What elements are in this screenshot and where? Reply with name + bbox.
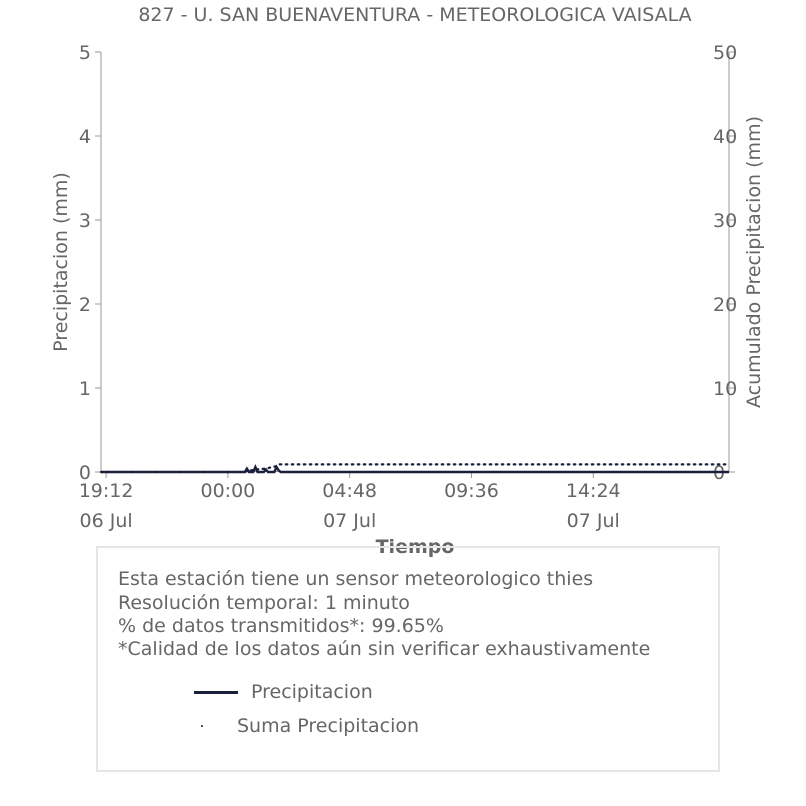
info-quality-line: *Calidad de los datos aún sin verificar exhaustivamente (118, 638, 651, 660)
legend-label-precipitacion: Precipitacion (251, 681, 373, 703)
y-tick-label: 0 (78, 462, 91, 484)
y-tick-label: 2 (78, 294, 91, 316)
y-axis-label: Precipitacion (mm) (50, 172, 72, 352)
series-line-precipitacion (101, 467, 729, 472)
x-tick-label: 19:12 (78, 480, 134, 502)
x-tick-date-label: 07 Jul (323, 510, 377, 532)
info-sensor-line: Esta estación tiene un sensor meteorologico thies (118, 568, 594, 590)
chart-marks (79, 42, 737, 532)
x-tick-label: 00:00 (200, 480, 256, 502)
x-tick-label: 09:36 (444, 480, 499, 502)
x-tick-date-label: 07 Jul (566, 510, 620, 532)
y2-tick-label: 50 (713, 42, 738, 64)
y2-tick-label: 0 (713, 462, 726, 484)
legend-dot-swatch (201, 725, 203, 727)
x-tick-label: 14:24 (565, 480, 621, 502)
y2-tick-label: 30 (713, 210, 738, 232)
x-tick-date-label: 06 Jul (79, 510, 133, 532)
legend-line-swatch (194, 691, 238, 694)
y2-tick-label: 20 (713, 294, 738, 316)
y2-axis-label: Acumulado Precipitacion (mm) (743, 116, 765, 408)
legend-label-suma-precipitacion: Suma Precipitacion (237, 715, 420, 737)
chart-title: 827 - U. SAN BUENAVENTURA - METEOROLOGICA VAISALA (138, 4, 692, 26)
info-resolution-line: Resolución temporal: 1 minuto (118, 592, 410, 614)
y-tick-label: 1 (78, 378, 91, 400)
info-box (96, 546, 720, 772)
y-tick-label: 4 (78, 126, 91, 148)
info-transmission-line: % de datos transmitidos*: 99.65% (118, 615, 444, 637)
x-axis-label: Tiempo (375, 536, 455, 558)
y2-tick-label: 40 (713, 126, 738, 148)
y2-tick-label: 10 (713, 378, 738, 400)
y-tick-label: 5 (78, 42, 91, 64)
x-tick-label: 04:48 (322, 480, 378, 502)
y-tick-label: 3 (78, 210, 91, 232)
